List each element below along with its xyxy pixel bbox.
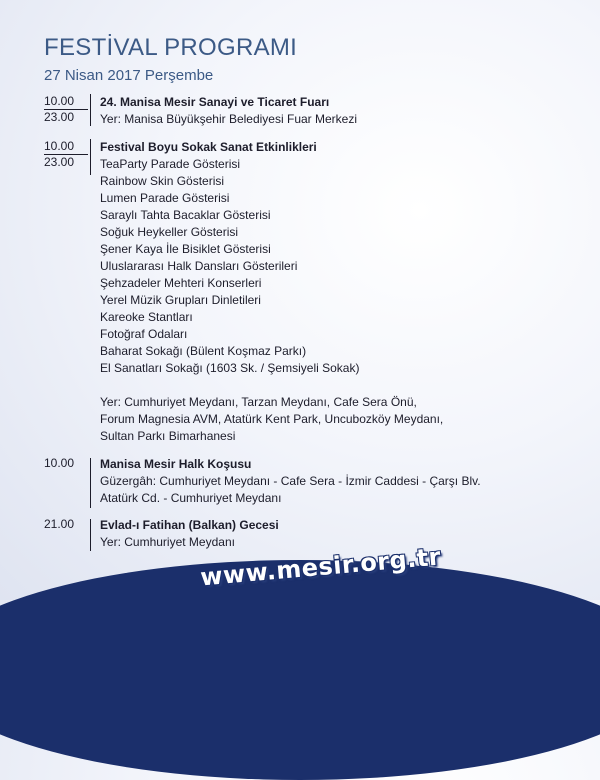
start-time: 21.00: [44, 517, 75, 531]
activity-item: Şehzadeler Mehteri Konserleri: [100, 276, 262, 290]
event-title: 24. Manisa Mesir Sanayi ve Ticaret Fuarı: [100, 95, 330, 109]
event-content: [100, 517, 279, 551]
activity-item: Fotoğraf Odaları: [100, 327, 188, 341]
activity-item: TeaParty Parade Gösterisi: [100, 157, 241, 171]
event-times: [44, 456, 88, 471]
activity-item: Yerel Müzik Grupları Dinletileri: [100, 293, 261, 307]
footer-url[interactable]: www.mesir.org.tr: [199, 542, 443, 592]
event-title: Manisa Mesir Halk Koşusu: [100, 457, 252, 471]
program-date: 27 Nisan 2017 Perşembe: [44, 67, 214, 84]
event-route: Atatürk Cd. - Cumhuriyet Meydanı: [100, 491, 282, 505]
activity-item: El Sanatları Sokağı (1603 Sk. / Şemsiyeli Sokak): [100, 361, 360, 375]
spacer: [100, 377, 443, 394]
event-content: [100, 94, 357, 128]
page-title: FESTİVAL PROGRAMI: [44, 34, 298, 61]
event-title: Evlad-ı Fatihan (Balkan) Gecesi: [100, 518, 279, 532]
event-location: Yer: Cumhuriyet Meydanı, Tarzan Meydanı, Cafe Sera Önü,: [100, 395, 417, 409]
event-location: Forum Magnesia AVM, Atatürk Kent Park, Uncubozköy Meydanı,: [100, 412, 444, 426]
start-time: 10.00: [44, 139, 88, 155]
event-route: Güzergâh: Cumhuriyet Meydanı - Cafe Sera - İzmir Caddesi - Çarşı Blv.: [100, 474, 481, 488]
start-time: 10.00: [44, 456, 75, 470]
time-divider: [90, 519, 91, 551]
activity-item: Lumen Parade Gösterisi: [100, 191, 230, 205]
activity-item: Şener Kaya İle Bisiklet Gösterisi: [100, 242, 271, 256]
activity-item: Rainbow Skin Gösterisi: [100, 174, 225, 188]
event-times: [44, 94, 88, 125]
activity-item: Baharat Sokağı (Bülent Koşmaz Parkı): [100, 344, 307, 358]
event-content: [100, 456, 481, 507]
event-times: [44, 517, 88, 532]
footer-arc: [0, 560, 600, 780]
activity-item: Uluslararası Halk Dansları Gösterileri: [100, 259, 298, 273]
event-times: [44, 139, 88, 170]
activity-item: Kareoke Stantları: [100, 310, 193, 324]
activity-item: Saraylı Tahta Bacaklar Gösterisi: [100, 208, 271, 222]
event-title: Festival Boyu Sokak Sanat Etkinlikleri: [100, 140, 317, 154]
time-divider: [90, 94, 91, 126]
time-divider: [90, 139, 91, 175]
end-time: 23.00: [44, 155, 75, 169]
event-location: Yer: Cumhuriyet Meydanı: [100, 535, 235, 549]
event-content: [100, 139, 443, 445]
time-divider: [90, 458, 91, 508]
activity-item: Soğuk Heykeller Gösterisi: [100, 225, 239, 239]
event-location: Sultan Parkı Bimarhanesi: [100, 429, 236, 443]
start-time: 10.00: [44, 94, 88, 110]
end-time: 23.00: [44, 110, 75, 124]
event-location: Yer: Manisa Büyükşehir Belediyesi Fuar Merkezi: [100, 112, 357, 126]
